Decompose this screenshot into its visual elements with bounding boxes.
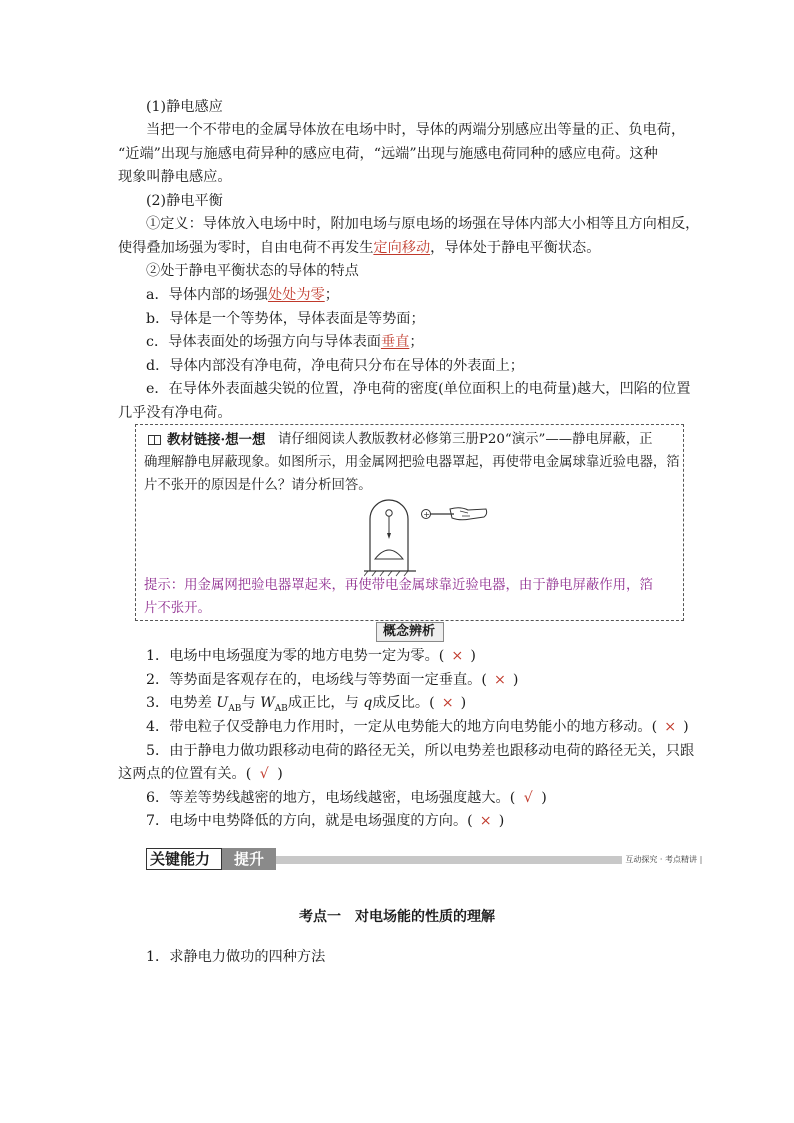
electroscope-base <box>375 550 403 559</box>
item-text-3: 成正比，与 <box>287 695 364 711</box>
cross-mark: × <box>664 719 677 735</box>
box-question-line3: 片不张开的原因是什么？请分析回答。 <box>144 478 372 493</box>
feature-a-text: a．导体内部的场强 <box>146 287 268 303</box>
item-text: 3．电势差 <box>146 695 217 711</box>
feature-c-text: c．导体表面处的场强方向与导体表面 <box>146 334 381 350</box>
banner-right-label: 提升 <box>222 848 276 870</box>
cross-mark: × <box>441 695 454 711</box>
check-mark: √ <box>259 766 269 782</box>
sec2-def-line1: ①定义：导体放入电场中时，附加电场与原电场的场强在导体内部大小相等且方向相反， <box>146 216 700 232</box>
item-paren: ) <box>498 813 505 829</box>
item-text: 这两点的位置有关。( <box>118 766 252 782</box>
concept-item-2 <box>146 669 518 691</box>
item-text: 6．等差等势线越密的地方，电场线越密，电场强度越大。( <box>146 790 516 806</box>
feature-d: d．导体内部没有净电荷，净电荷只分布在导体的外表面上； <box>146 358 524 374</box>
answer-chuizhi: 垂直 <box>380 334 410 350</box>
section-item-1: 1．求静电力做功的四种方法 <box>146 949 326 965</box>
sec1-para-line1: 当把一个不带电的金属导体放在电场中时，导体的两端分别感应出等量的正、负电荷， <box>146 122 686 138</box>
item-paren: ) <box>683 719 689 735</box>
features-title: ②处于静电平衡状态的导体的特点 <box>146 263 359 279</box>
concept-item-1 <box>146 645 476 667</box>
concept-item-5-line2 <box>118 763 283 785</box>
feature-a-end: ； <box>324 287 339 303</box>
sub-ab-2: AB <box>274 703 288 714</box>
cross-mark: × <box>451 648 464 664</box>
check-mark: √ <box>523 790 533 806</box>
feature-c-end: ； <box>409 334 424 350</box>
item-paren: ) <box>541 790 547 806</box>
item-paren: ) <box>470 648 476 664</box>
cross-mark: × <box>479 813 492 829</box>
var-q: q <box>363 695 373 711</box>
item-text: 4．带电粒子仅受静电力作用时，一定从电势能大的地方向电势能小的地方移动。( <box>146 719 658 735</box>
item-text-2: 与 <box>241 695 261 711</box>
box-question-line2: 确理解静电屏蔽现象。如图所示，用金属网把验电器罩起，再使带电金属球靠近验电器，箔 <box>144 455 680 470</box>
answer-dingxiang: 定向移动 <box>373 240 431 256</box>
hint-line2: 片不张开。 <box>144 601 211 616</box>
textbook-link-box <box>135 424 684 621</box>
electroscope-foil <box>387 533 391 539</box>
item-text: 1．电场中电场强度为零的地方电势一定为零。( <box>146 648 445 664</box>
def-text: 使得叠加场强为零时，自由电荷不再发生 <box>118 240 374 256</box>
concept-item-5-line1: 5．由于静电力做功跟移动电荷的路径无关，所以电势差也跟移动电荷的路径无关，只跟 <box>146 743 695 759</box>
feature-c <box>146 331 424 353</box>
sec1-para-line3: 现象叫静电感应。 <box>118 169 232 185</box>
electroscope-illustration <box>364 497 494 577</box>
sec2-title: (2)静电平衡 <box>146 193 223 209</box>
item-paren: ) <box>277 766 283 782</box>
hand-fingers <box>460 511 470 516</box>
feature-b: b．导体是一个等势体，导体表面是等势面； <box>146 311 425 327</box>
concept-item-4 <box>146 716 689 738</box>
box-title: 教材链接·想一想 <box>167 432 266 448</box>
item-text: 2．等势面是客观存在的，电场线与等势面一定垂直。( <box>146 672 487 688</box>
concept-item-6 <box>146 787 547 809</box>
hint-line1: 提示：用金属网把验电器罩起来，再使带电金属球靠近验电器，由于静电屏蔽作用，箔 <box>144 578 653 593</box>
box-header <box>148 429 265 451</box>
sub-ab: AB <box>228 703 242 714</box>
item-text: 7．电场中电势降低的方向，就是电场强度的方向。( <box>146 813 473 829</box>
sec1-para-line2: “近端”出现与施感电荷异种的感应电荷，“远端”出现与施感电荷同种的感应电荷。这种 <box>118 146 658 162</box>
item-paren: ) <box>512 672 519 688</box>
concept-tag: 概念辨析 <box>376 622 444 642</box>
feature-e-line1: e．在导体外表面越尖锐的位置，净电荷的密度(单位面积上的电荷量)越大，凹陷的位置 <box>146 381 691 397</box>
var-w: W <box>260 695 275 711</box>
item-text-4: 成反比。( <box>372 695 435 711</box>
cross-mark: × <box>493 672 506 688</box>
banner-subtitle: 互动探究 · 考点精讲 <box>622 854 700 865</box>
book-icon <box>148 435 161 445</box>
concept-item-7 <box>146 810 504 832</box>
sec1-title: (1)静电感应 <box>146 99 223 115</box>
feature-e-line2: 几乎没有净电荷。 <box>118 405 232 421</box>
var-u: U <box>216 695 229 711</box>
def-text-end: ，导体处于静电平衡状态。 <box>430 240 601 256</box>
item-paren: ) <box>460 695 467 711</box>
sec2-def-line2 <box>118 237 600 259</box>
feature-a <box>146 284 339 306</box>
box-question-line1: 请仔细阅读人教版教材必修第三册P20“演示”——静电屏蔽，正 <box>278 432 653 447</box>
hand-sketch <box>450 508 487 520</box>
banner-left-label: 关键能力 <box>146 848 222 870</box>
key-ability-banner <box>146 848 702 870</box>
plus-sign: + <box>423 510 430 519</box>
answer-chuchu: 处处为零 <box>267 287 325 303</box>
section-heading: 考点一 对电场能的性质的理解 <box>299 909 495 925</box>
electroscope-knob <box>386 510 392 516</box>
